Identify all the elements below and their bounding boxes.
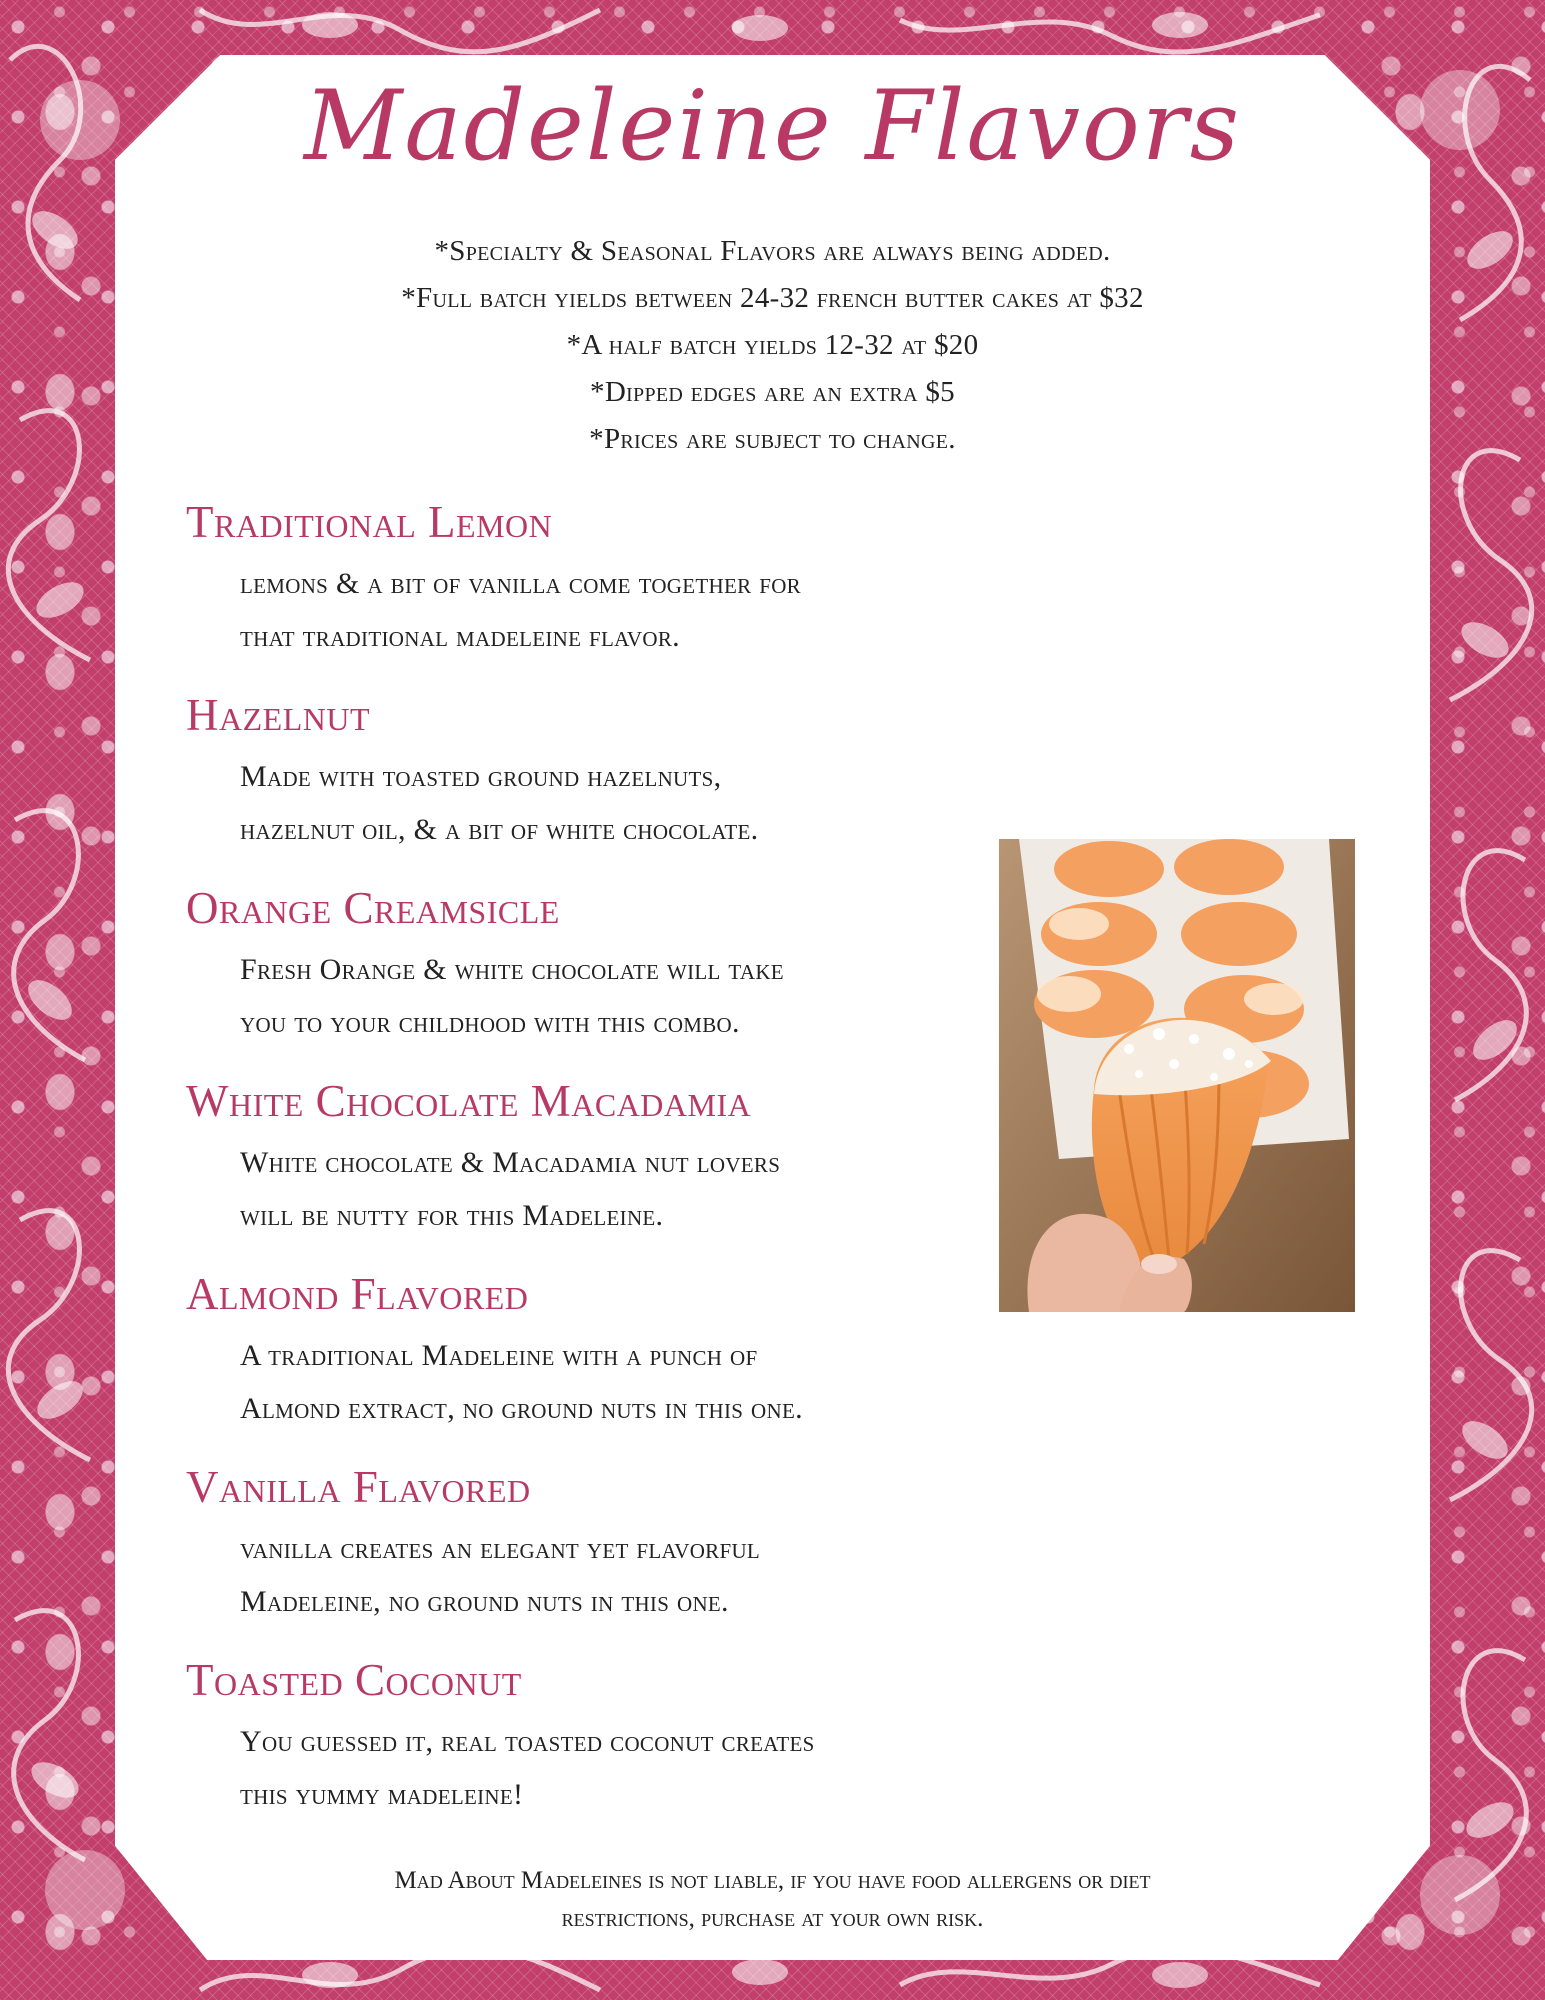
flavor-description-line: Fresh Orange & white chocolate will take <box>240 953 784 986</box>
flavor-description-line: this yummy madeleine! <box>240 1778 524 1811</box>
flavor-description-line: Made with toasted ground hazelnuts, <box>240 760 722 793</box>
note-line: *Full batch yields between 24-32 french butter cakes at $32 <box>401 282 1144 314</box>
flavor-description-line: Madeleine, no ground nuts in this one. <box>240 1585 729 1618</box>
flavor-description <box>240 1329 1006 1435</box>
flavor-description <box>240 557 1006 663</box>
notes-block <box>0 228 1545 463</box>
flavor-description-line: hazelnut oil, & a bit of white chocolate. <box>240 813 759 846</box>
flavor-name: Hazelnut <box>186 690 371 740</box>
flavor-hazelnut <box>186 690 1006 856</box>
flavor-orange-creamsicle <box>186 883 1006 1049</box>
flavor-vanilla <box>186 1462 1006 1628</box>
flavor-description-line: vanilla creates an elegant yet flavorful <box>240 1532 761 1565</box>
disclaimer-line: Mad About Madeleines is not liable, if you have food allergens or diet <box>394 1867 1151 1894</box>
note-line: *Specialty & Seasonal Flavors are always being added. <box>434 235 1111 267</box>
flavor-description-line: You guessed it, real toasted coconut creates <box>240 1725 815 1758</box>
flavor-almond <box>186 1269 1006 1435</box>
flavor-name: Traditional Lemon <box>186 497 553 547</box>
flavor-name: Toasted Coconut <box>186 1655 522 1705</box>
madeleine-photo <box>999 839 1355 1312</box>
flavor-description-line: that traditional madeleine flavor. <box>240 620 680 653</box>
flavor-toasted-coconut <box>186 1655 1006 1821</box>
note-line: *Dipped edges are an extra $5 <box>590 376 955 408</box>
flavor-description-line: you to your childhood with this combo. <box>240 1006 740 1039</box>
note-line: *Prices are subject to change. <box>589 423 956 455</box>
flavor-name: Almond Flavored <box>186 1269 529 1319</box>
flavor-description-line: will be nutty for this Madeleine. <box>240 1199 664 1232</box>
flavor-name: Orange Creamsicle <box>186 883 560 933</box>
flavor-description-line: White chocolate & Macadamia nut lovers <box>240 1146 781 1179</box>
flavor-description <box>240 1715 1006 1821</box>
page-title: Madeleine Flavors <box>304 70 1241 182</box>
disclaimer <box>0 1862 1545 1938</box>
flavor-name: White Chocolate Macadamia <box>186 1076 752 1126</box>
flavor-description-line: A traditional Madeleine with a punch of <box>240 1339 758 1372</box>
flavor-description <box>240 943 1006 1049</box>
flavor-description <box>240 1136 1006 1242</box>
flavor-traditional-lemon <box>186 497 1006 663</box>
flavor-description-line: Almond extract, no ground nuts in this one. <box>240 1392 803 1425</box>
note-line: *A half batch yields 12-32 at $20 <box>566 329 979 361</box>
flavor-description <box>240 1522 1006 1628</box>
flavor-white-chocolate-macadamia <box>186 1076 1006 1242</box>
disclaimer-line: restrictions, purchase at your own risk. <box>561 1905 984 1932</box>
flavor-name: Vanilla Flavored <box>186 1462 531 1512</box>
flavor-description <box>240 750 1006 856</box>
flavor-description-line: lemons & a bit of vanilla come together for <box>240 567 801 600</box>
